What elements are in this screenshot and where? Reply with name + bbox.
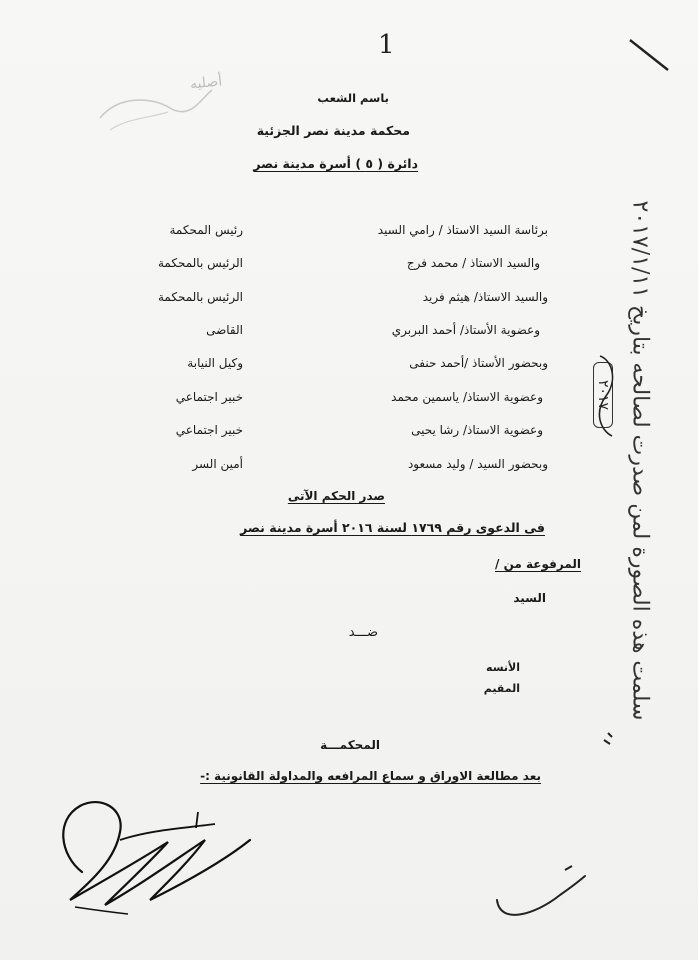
panel-role: الرئيس بالمحكمة: [157, 256, 243, 270]
defendant-1: الأنسه: [486, 661, 520, 674]
page-number: 1: [378, 30, 395, 60]
panel-name: برئاسة السيد الاستاذ / رامي السيد: [377, 223, 548, 237]
panel-name: وبحضور السيد / وليد مسعود: [407, 457, 548, 471]
panel-name: وبحضور الأستاذ /أحمد حنفى: [409, 356, 548, 370]
header-line-1: باسم الشعب: [317, 91, 389, 105]
plaintiff-label: السيد: [513, 591, 546, 605]
panel-name: والسيد الاستاذ/ هيثم فريد: [422, 290, 548, 304]
against-label: ضـــد: [348, 625, 378, 640]
document-page: 1 أصليه باسم الشعب محكمة مدينة نصر الجزئية دائرة ( ٥ ) أسرة مدينة نصر برئاسة السيد الاستاذ / رامي السيد والسيد الاستاذ / محمد فرج والسيد الاستاذ/ هيثم فريد وعضوية الأستاذ/ أحمد البربري وبحضور الأستاذ /أحمد حنفى وعضوية الاستاذ/ ياسمين محمد وعضوية الاستاذ/ رشا يحيى وبحضور السيد / وليد مسعود رئيس المحكمة الرئيس بالمحكمة الرئيس بالمحكمة القاضى وكيل النيابة خبير اجتماعي خبير اجتماعي أمين السر صدر الحكم الآتى فى الدعوى رقم ١٧٦٩ لسنة ٢٠١٦ أسرة مدينة نصر المرفوعة من / السيد ضـــد الأنسه المقيم المحكمـــة بعد مطالعة الاوراق و سماع المرافعه والمداولة القانونية :- سلمت هذه الصورة لمن صدرت لصالحه بتاريخ ٢٠١٧/١/١١ ٢٠١٧: [0, 0, 698, 960]
panel-role: القاضى: [206, 323, 243, 337]
panel-role: خبير اجتماعي: [175, 423, 243, 437]
panel-name: والسيد الاستاذ / محمد فرج: [406, 256, 540, 270]
court-heading: المحكمـــة: [320, 738, 380, 752]
top-left-scribble: أصليه: [189, 73, 223, 93]
panel-name: وعضوية الأستاذ/ أحمد البربري: [391, 323, 540, 337]
panel-name: وعضوية الاستاذ/ رشا يحيى: [411, 423, 543, 437]
panel-role: رئيس المحكمة: [169, 223, 243, 237]
review-line: بعد مطالعة الاوراق و سماع المرافعه والمداولة القانونية :-: [200, 769, 541, 783]
header-line-2: محكمة مدينة نصر الجزئية: [256, 123, 410, 138]
defendant-2: المقيم: [483, 682, 520, 695]
case-number: فى الدعوى رقم ١٧٦٩ لسنة ٢٠١٦ أسرة مدينة نصر: [240, 520, 545, 535]
panel-role: الرئيس بالمحكمة: [157, 290, 243, 304]
header-line-3: دائرة ( ٥ ) أسرة مدينة نصر: [253, 156, 418, 171]
filed-by: المرفوعة من /: [495, 557, 581, 571]
panel-name: وعضوية الاستاذ/ ياسمين محمد: [391, 390, 543, 404]
panel-role: وكيل النيابة: [187, 356, 243, 370]
ruling-issued: صدر الحكم الآتى: [287, 489, 385, 503]
panel-role: خبير اجتماعي: [175, 390, 243, 404]
panel-role: أمين السر: [192, 457, 243, 471]
